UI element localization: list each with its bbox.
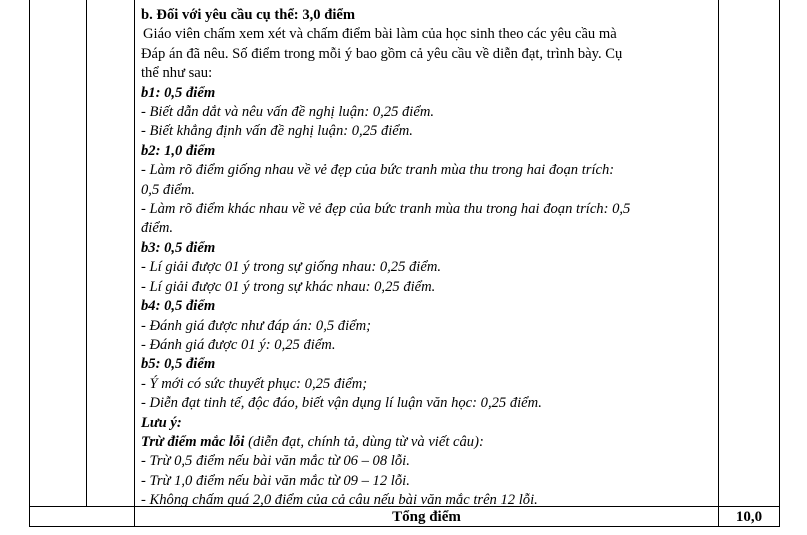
b2-heading: b2: 1,0 điểm <box>141 142 216 159</box>
total-label: Tổng điểm <box>392 509 461 525</box>
grading-criteria-cell <box>141 6 719 511</box>
b2-item: - Làm rõ điểm giống nhau về vẻ đẹp của bức tranh mùa thu trong hai đoạn trích: <box>141 162 615 179</box>
b5-item: - Diễn đạt tinh tế, độc đáo, biết vận dụng lí luận văn học: 0,25 điểm. <box>141 395 542 412</box>
note-item: - Trừ 0,5 điểm nếu bài văn mắc từ 06 – 08 lỗi. <box>141 453 410 470</box>
deduct-rest: (diễn đạt, chính tả, dùng từ và viết câu): <box>244 433 484 450</box>
table-border-right <box>779 0 780 526</box>
table-divider-col1 <box>86 0 87 506</box>
b1-heading: b1: 0,5 điểm <box>141 84 216 101</box>
b4-item: - Đánh giá được như đáp án: 0,5 điểm; <box>141 317 372 334</box>
note-heading: Lưu ý: <box>141 414 182 431</box>
b3-item: - Lí giải được 01 ý trong sự giống nhau: 0,25 điểm. <box>141 259 442 276</box>
deduct-line <box>141 433 719 452</box>
note-item: - Không chấm quá 2,0 điểm của cả câu nếu bài văn mắc trên 12 lỗi. <box>141 492 538 509</box>
b3-heading: b3: 0,5 điểm <box>141 239 216 256</box>
table-divider-col2 <box>134 0 135 526</box>
total-value: 10,0 <box>735 509 763 525</box>
b4-item: - Đánh giá được 01 ý: 0,25 điểm. <box>141 336 336 353</box>
b5-item: - Ý mới có sức thuyết phục: 0,25 điểm; <box>141 375 368 392</box>
b2-item: - Làm rõ điểm khác nhau về vẻ đẹp của bức tranh mùa thu trong hai đoạn trích: 0,5 <box>141 201 631 218</box>
b4-heading: b4: 0,5 điểm <box>141 298 216 315</box>
b5-heading: b5: 0,5 điểm <box>141 356 216 373</box>
deduct-bold: Trừ điểm mắc lỗi <box>141 433 245 450</box>
table-border-left <box>29 0 30 526</box>
intro-line: thể như sau: <box>141 65 213 82</box>
b2-item: 0,5 điểm. <box>141 181 195 198</box>
intro-line: Giáo viên chấm xem xét và chấm điểm bài làm của học sinh theo các yêu cầu mà <box>143 26 617 43</box>
section-title: b. Đối với yêu cầu cụ thể: 3,0 điểm <box>141 7 356 23</box>
b3-item: - Lí giải được 01 ý trong sự khác nhau: 0,25 điểm. <box>141 278 436 295</box>
b1-item: - Biết khẳng định vấn đề nghị luận: 0,25 điểm. <box>141 123 413 140</box>
intro-line: Đáp án đã nêu. Số điểm trong mỗi ý bao gồm cả yêu cầu về diễn đạt, trình bày. Cụ <box>141 45 623 62</box>
b2-item: điểm. <box>141 220 174 237</box>
b1-item: - Biết dẫn dắt và nêu vấn đề nghị luận: 0,25 điểm. <box>141 104 435 121</box>
note-item: - Trừ 1,0 điểm nếu bài văn mắc từ 09 – 12 lỗi. <box>141 472 410 489</box>
